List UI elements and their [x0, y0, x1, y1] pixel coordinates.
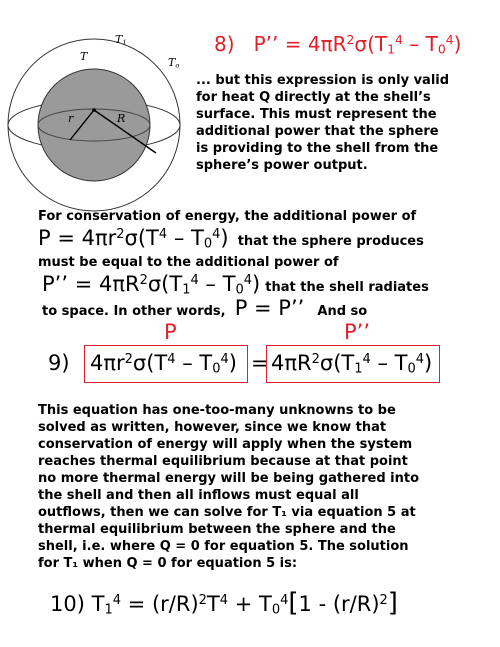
label-p: P [164, 320, 177, 344]
equation-8: 8) P’’ = $4\pi R^2\sigma(T_1^4 - T_0^4)$ [214, 32, 462, 57]
center-point [92, 108, 96, 112]
eq9-number: 9) [48, 351, 70, 375]
p-equation: $P = 4\pi r^2\sigma(T^4 - T_0^4)$ [38, 226, 229, 252]
label-t: T [80, 50, 88, 63]
conservation-line-3: must be equal to the additional power of [38, 255, 339, 270]
conservation-line-5: to space. In other words, P = P’’ And so [42, 296, 368, 320]
pp-equation: P’’ = $4\pi R^2\sigma(T_1^4 - T_0^4)$ [42, 272, 261, 298]
eq9-right: $4\pi R^2\sigma(T_1^4 - T_0^4)$ [271, 351, 433, 377]
note-paragraph: ... but this expression is only valid for heat Q directly at the shell’s surface. This must represent the additional power that the sphere is providing to the shell from the sphere’s power output. [196, 73, 450, 173]
eq9-left: $4\pi r^2\sigma(T^4 - T_0^4)$ [90, 351, 237, 377]
conservation-line-4: P’’ = $4\pi R^2\sigma(T_1^4 - T_0^4)$ that the shell radiates [42, 272, 429, 298]
label-pp: P’’ [344, 320, 371, 344]
conservation-line-2: $P = 4\pi r^2\sigma(T^4 - T_0^4)$ that the sphere produces [38, 226, 424, 252]
explanation-paragraph: This equation has one-too-many unknowns to be solved as written, however, since we know that conservation of energy will apply when the system reaches thermal equilibrium because at that point no more thermal energy will be being gathered into the shell and then all inflows must equal all outflows, then we can solve for T₁ via equation 5 at thermal equilibrium between the sphere and the shell, i.e. where Q = 0 for equation 5. The solution for T₁ when Q = 0 for equation 5 is: [38, 403, 420, 571]
label-to: $T_o$ [168, 56, 180, 70]
label-R: R [117, 112, 126, 125]
equation-10: 10) $T_1^4 = (r/R)^2T^4 + T_0^4[1 - (r/R)^2]$ [50, 588, 398, 618]
conservation-line-1: For conservation of energy, the additional power of [38, 209, 417, 224]
label-t1: $T_1$ [115, 33, 127, 47]
sphere-shell-diagram [4, 30, 194, 220]
eq9-equals: = [251, 351, 269, 375]
label-r: r [68, 112, 74, 125]
inner-sphere [38, 69, 150, 181]
